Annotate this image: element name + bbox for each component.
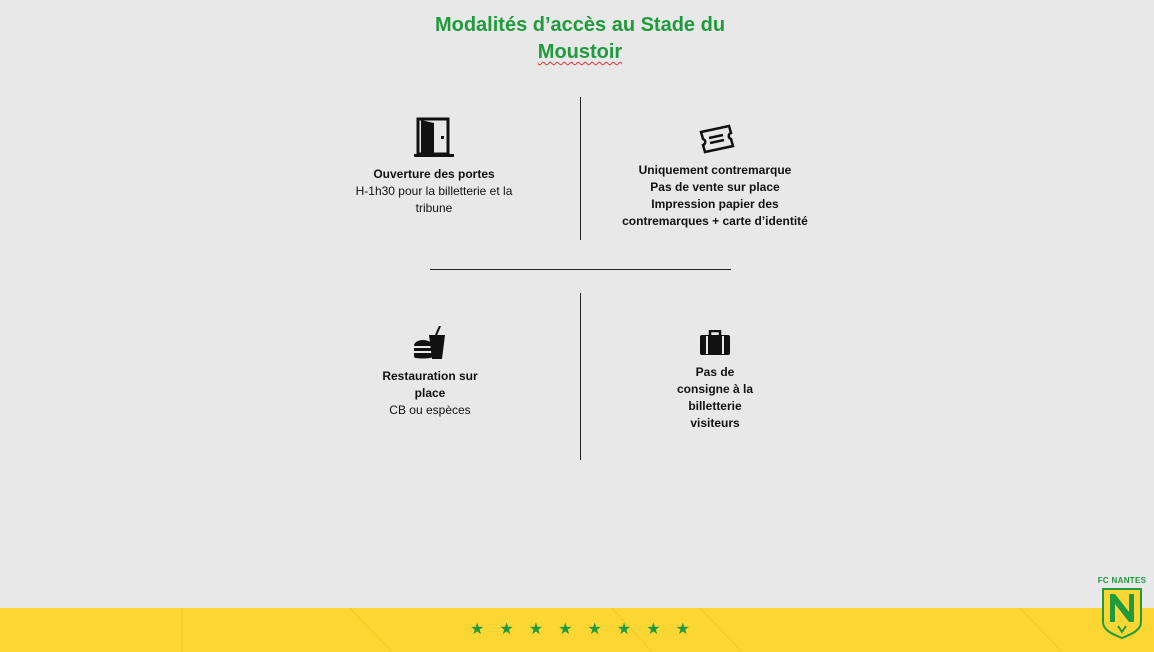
food-text-1: CB ou espèces xyxy=(389,403,471,417)
tickets-bold-3: Impression papier des xyxy=(651,197,779,211)
star-icon: ★ xyxy=(528,621,544,638)
logo-emblem-icon xyxy=(1096,586,1148,640)
luggage-bold-4: visiteurs xyxy=(690,416,740,430)
suitcase-icon xyxy=(699,330,731,356)
tickets-bold-1: Uniquement contremarque xyxy=(638,163,792,177)
doors-bold-1: Ouverture des portes xyxy=(373,167,495,181)
info-doors-opening xyxy=(334,116,534,217)
star-icon: ★ xyxy=(499,621,514,638)
fc-nantes-logo xyxy=(1096,576,1148,640)
page-title xyxy=(380,12,780,66)
title-line-2: Moustoir xyxy=(537,41,623,63)
star-icon: ★ xyxy=(646,621,661,638)
doors-text-1: H-1h30 pour la billetterie et la xyxy=(355,184,513,198)
star-icon: ★ xyxy=(616,621,632,638)
doors-text-2: tribune xyxy=(415,201,453,215)
info-tickets xyxy=(600,124,830,230)
star-icon: ★ xyxy=(558,621,573,638)
door-icon xyxy=(414,116,454,158)
star-icon: ★ xyxy=(470,621,485,638)
info-luggage xyxy=(650,330,780,432)
star-icon: ★ xyxy=(587,621,602,638)
title-line-1: Modalités d’accès au Stade du xyxy=(434,14,726,36)
footer-band xyxy=(0,608,1154,652)
divider-vertical-bottom xyxy=(580,293,581,460)
stars-row xyxy=(470,618,690,642)
luggage-bold-2: consigne à la xyxy=(676,382,754,396)
food-bold-2: place xyxy=(414,386,446,400)
tickets-bold-2: Pas de vente sur place xyxy=(650,180,780,194)
luggage-bold-3: billetterie xyxy=(688,399,742,413)
luggage-bold-1: Pas de xyxy=(695,365,735,379)
food-bold-1: Restauration sur xyxy=(382,369,478,383)
divider-vertical-top xyxy=(580,97,581,240)
logo-text: FC NANTES xyxy=(1097,576,1147,585)
ticket-icon xyxy=(695,124,735,154)
divider-horizontal xyxy=(430,269,731,270)
tickets-bold-4: contremarques + carte d’identité xyxy=(622,214,808,228)
star-icon: ★ xyxy=(675,621,690,638)
info-food xyxy=(360,326,500,419)
fast-food-icon xyxy=(412,326,448,360)
